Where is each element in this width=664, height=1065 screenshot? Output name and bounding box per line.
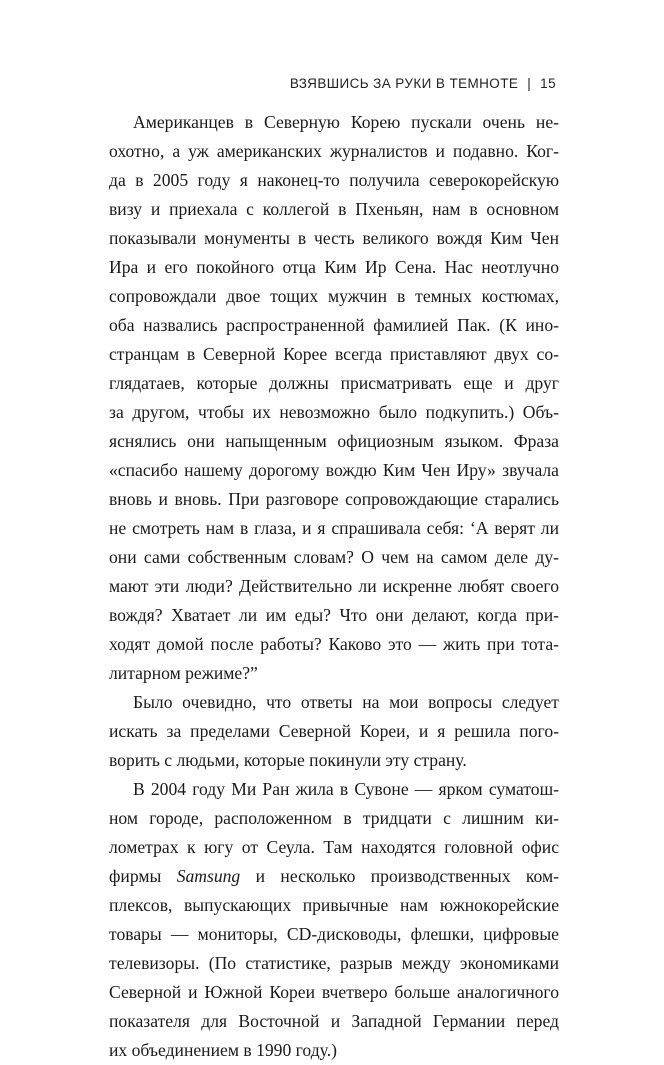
- text-line: ворить с людьми, которые покинули эту страну.: [109, 750, 467, 770]
- header-separator: |: [527, 76, 532, 91]
- text-line: яснялись они напыщенным официозным языком. Фраза: [109, 431, 559, 451]
- text-line: охотно, а уж американских журналистов и подавно. Ког-: [109, 141, 559, 161]
- text-line: не смотреть нам в глаза, и я спрашивала себя: ‘А верят ли: [109, 518, 559, 538]
- text-line: Американцев в Северную Корею пускали очень не-: [133, 112, 559, 132]
- text-line: за другом, чтобы их невозможно было подкупить.) Объ-: [109, 402, 559, 422]
- text-line: ном городе, расположенном в тридцати с лишним ки-: [109, 808, 559, 828]
- text-line: литарном режиме?”: [109, 663, 258, 683]
- text-line: оба назвались распространенной фамилией Пак. (К ино-: [109, 315, 559, 335]
- text-line: В 2004 году Ми Ран жила в Сувоне — ярком суматош-: [133, 779, 559, 799]
- text-line: да в 2005 году я наконец-то получила северокорейскую: [109, 170, 559, 190]
- text-line: глядатаев, которые должны присматривать еще и друг: [109, 373, 559, 393]
- text-line: мают эти люди? Действительно ли искренне любят своего: [109, 576, 559, 596]
- text-line: вождя? Хватает ли им еды? Что они делают, когда при-: [109, 605, 559, 625]
- page-number: 15: [540, 76, 556, 91]
- text-line: телевизоры. (По статистике, разрыв между экономиками: [109, 953, 559, 973]
- running-title: ВЗЯВШИСЬ ЗА РУКИ В ТЕМНОТЕ: [289, 76, 519, 91]
- text-line: сопровождали двое тощих мужчин в темных костюмах,: [109, 286, 559, 306]
- text-line: лометрах к югу от Сеула. Там находятся головной офис: [109, 837, 559, 857]
- text-line: Было очевидно, что ответы на мои вопросы следует: [133, 692, 559, 712]
- paragraph: [109, 108, 559, 688]
- text-line: показывали монументы в честь великого вождя Ким Чен: [109, 228, 559, 248]
- text-line: вновь и вновь. При разговоре сопровождающие старались: [109, 489, 559, 509]
- text-line: товары — мониторы, CD-дисководы, флешки, цифровые: [109, 924, 559, 944]
- book-text-body: [109, 108, 559, 1065]
- text-line: «спасибо нашему дорогому вождю Ким Чен Иру» звучала: [109, 460, 559, 480]
- text-line: фирмы Samsung и несколько производственных ком-: [109, 866, 559, 886]
- text-line: визу и приехала с коллегой в Пхеньян, нам в основном: [109, 199, 559, 219]
- text-line: они сами собственным словам? О чем на самом деле ду-: [109, 547, 559, 567]
- text-line: плексов, выпускающих привычные нам южнокорейские: [109, 895, 559, 915]
- text-line: странцам в Северной Корее всегда приставляют двух со-: [109, 344, 559, 364]
- text-line: Северной и Южной Кореи вчетверо больше аналогичного: [109, 982, 559, 1002]
- paragraph: [109, 775, 559, 1065]
- paragraph: [109, 688, 559, 775]
- text-line: их объединением в 1990 году.): [109, 1040, 337, 1060]
- italic-term: Samsung: [176, 866, 241, 886]
- text-line: Ира и его покойного отца Ким Ир Сена. Нас неотлучно: [109, 257, 559, 277]
- text-line: показателя для Восточной и Западной Германии перед: [109, 1011, 559, 1031]
- text-line: ходят домой после работы? Каково это — жить при тота-: [109, 634, 559, 654]
- text-line: искать за пределами Северной Кореи, и я решила пого-: [109, 721, 559, 741]
- running-header: [290, 76, 556, 91]
